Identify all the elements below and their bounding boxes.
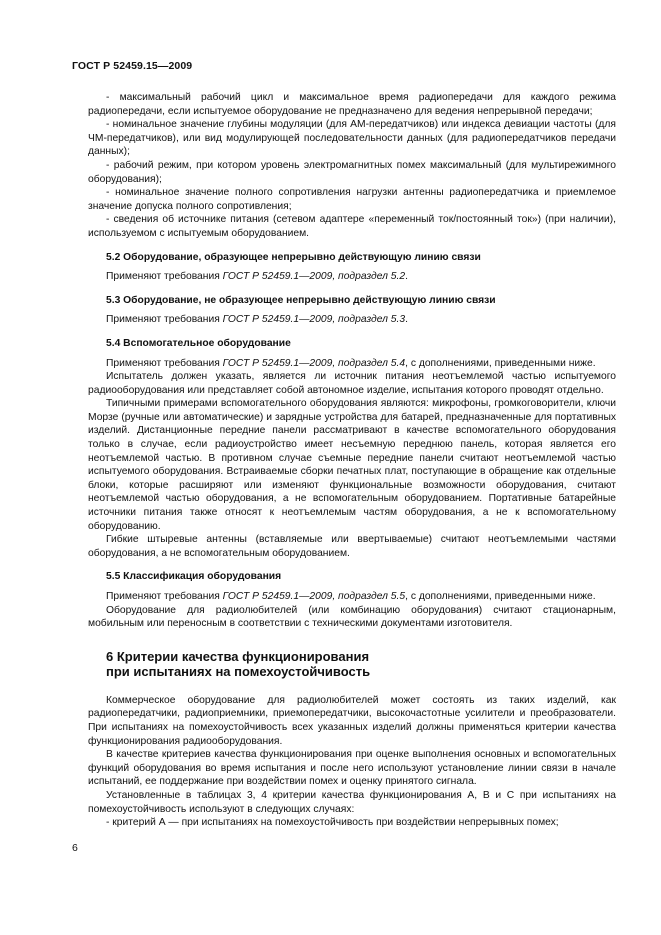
text-run: , с дополнениями, приведенными ниже. <box>405 357 596 369</box>
text-run: Применяют требования <box>106 271 223 283</box>
paragraph: Оборудование для радиолюбителей (или комбинацию оборудования) считают стационарным, мобильным или переносным в соответствии с техническими документами изготовителя. <box>88 604 616 630</box>
list-item: - максимальный рабочий цикл и максимальное время радиопередачи для каждого режима радиопередачи, если испытуемое оборудование не предназначено для ведения непрерывной передачи; <box>88 92 616 117</box>
subsection-5-5-title: 5.5 Классификация оборудования <box>106 571 282 583</box>
paragraph: Коммерческое оборудование для радиолюбителей может состоять из таких изделий, как радиопередатчики, радиоприемники, приемопередатчики, высокочастотные усилители и преобразователи. При испытаниях на помехоустойчивость всех указанных изделий должны применяться критерии качества функционирования радиооборудования. <box>88 694 616 747</box>
subsection-5-5-text <box>88 590 616 604</box>
section-6-title <box>88 649 616 680</box>
list-item: - рабочий режим, при котором уровень электромагнитных помех максимальный (для мультирежимного оборудования); <box>88 159 616 185</box>
text-run: . <box>405 314 408 326</box>
subsection-5-3-title: 5.3 Оборудование, не образующее непрерывно действующую линию связи <box>106 294 496 306</box>
standard-header: ГОСТ Р 52459.15—2009 <box>72 60 193 72</box>
page-content <box>88 91 616 830</box>
standard-reference: ГОСТ Р 52459.1—2009, подраздел 5.5 <box>222 591 406 602</box>
subsection-5-3-text <box>88 313 616 327</box>
standard-reference: ГОСТ Р 52459.1—2009, подраздел 5.4 <box>222 357 406 369</box>
text-run: Применяют требования <box>106 357 223 369</box>
paragraph: Гибкие штыревые антенны (вставляемые или ввертываемые) считают неотъемлемыми частями оборудования, а не вспомогательным оборудованием. <box>88 534 616 559</box>
text-run: Применяют требования <box>106 591 223 602</box>
subsection-5-2-text <box>88 270 616 284</box>
subsection-5-4-text <box>88 357 616 371</box>
standard-reference: ГОСТ Р 52459.1—2009, подраздел 5.2 <box>222 271 406 283</box>
subsection-5-4-title: 5.4 Вспомогательное оборудование <box>106 337 291 349</box>
section-title-line: 6 Критерии качества функционирования <box>106 648 370 664</box>
standard-reference: ГОСТ Р 52459.1—2009, подраздел 5.3 <box>222 314 406 326</box>
list-item: - критерий А — при испытаниях на помехоустойчивость при воздействии непрерывных помех; <box>106 817 559 829</box>
list-item: - номинальное значение глубины модуляции (для АМ-передатчиков) или индекса девиации частоты (для ЧМ-передатчиков), или вид модулирующей последовательности данных (для радиопередатчиков передачи данных); <box>88 119 616 158</box>
paragraph: В качестве критериев качества функционирования при оценке выполнения основных и вспомогательных функций оборудования во время испытания и после него используют установление линии связи в начале испытаний, ее поддержание при воздействии помех и оценку принятого сигнала. <box>88 749 616 788</box>
paragraph: Типичными примерами вспомогательного оборудования являются: микрофоны, громкоговорители, ключи Морзе (ручные или автоматические) и зарядные устройства для батарей, предназначенные для портативных изделий. Дистанционные передние панели рассматривают в качестве вспомогательного оборудования только в случае, если радиоустройство имеет несъемную переднюю панель, которая является его неотъемлемой частью. В противном случае съемные передние панели считают неотъемлемой частью испытуемого оборудования. Встраиваемые сборки печатных плат, поступающие в обращение как отдельные блоки, которые расширяют или изменяют функциональные возможности оборудования, считают неотъемлемой частью оборудования, а не вспомогательным оборудованием. Портативные батарейные источники питания также относят к неотъемлемым частям оборудования, а не к вспомогательному оборудованию. <box>88 398 616 532</box>
subsection-5-2-title: 5.2 Оборудование, образующее непрерывно действующую линию связи <box>106 251 481 263</box>
list-item: - сведения об источнике питания (сетевом адаптере «переменный ток/постоянный ток») (при наличии), используемом с испытуемым оборудованием. <box>88 214 616 239</box>
page-number: 6 <box>72 842 78 854</box>
list-item: - номинальное значение полного сопротивления нагрузки антенны радиопередатчика и приемлемое значение допуска полного сопротивления; <box>88 187 616 212</box>
text-run: , с дополнениями, приведенными ниже. <box>405 591 596 602</box>
text-run: Применяют требования <box>106 314 223 326</box>
paragraph: Установленные в таблицах 3, 4 критерии качества функционирования А, В и С при испытаниях на помехоустойчивость используют в следующих случаях: <box>88 789 616 815</box>
paragraph: Испытатель должен указать, является ли источник питания неотъемлемой частью испытуемого радиооборудования или представляет собой автономное изделие, испытания которого проводят отдельно. <box>88 371 616 396</box>
section-title-line: при испытаниях на помехоустойчивость <box>106 664 371 680</box>
text-run: . <box>405 271 408 283</box>
